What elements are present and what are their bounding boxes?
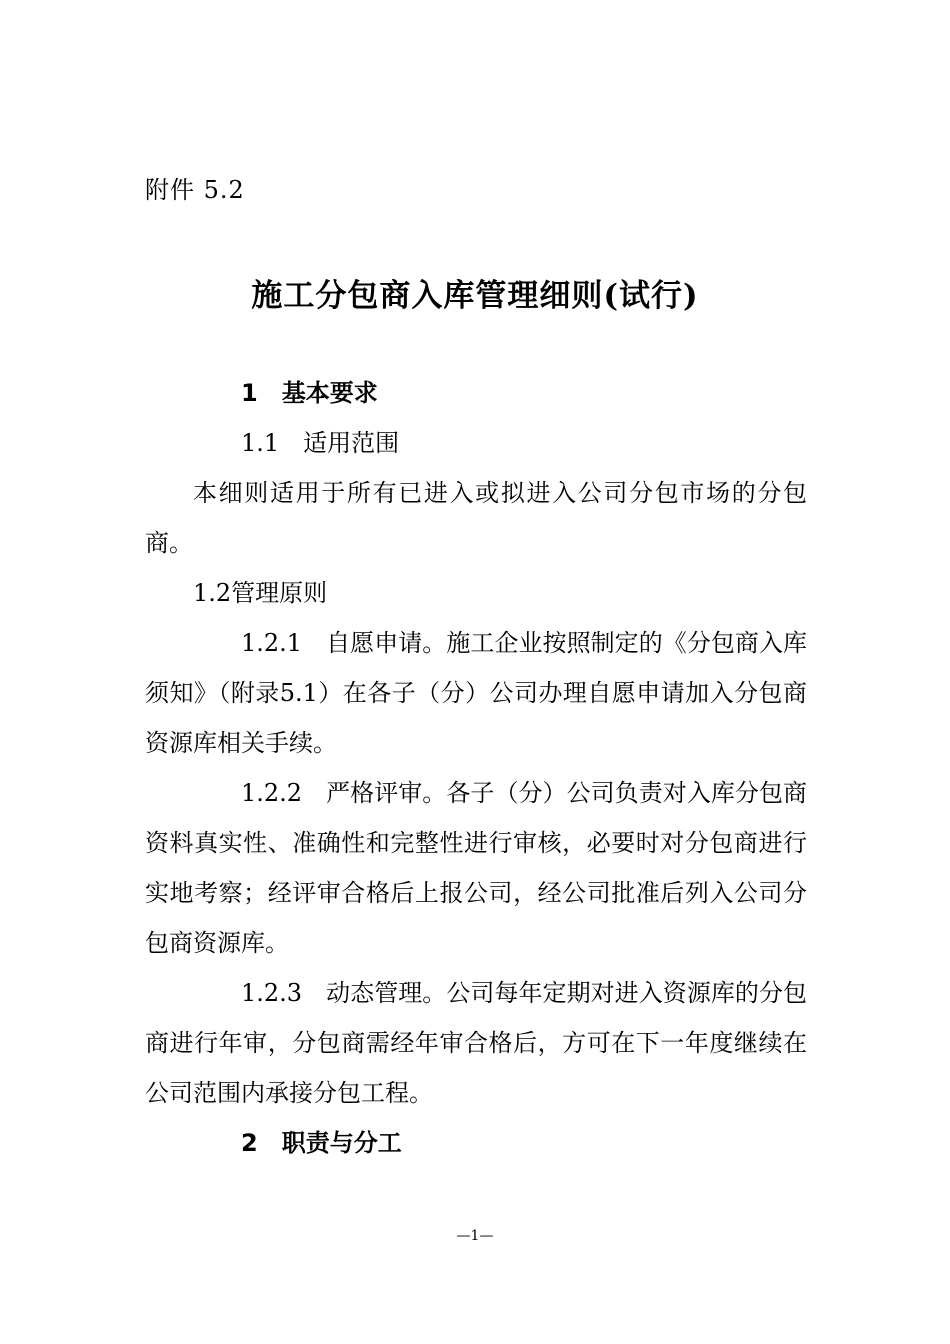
clause-text: 自愿申请。施工企业按照制定的《分包商入库须知》（附录5.1）在各子（分）公司办理自愿申请加入分包商资源库相关手续。 [145,629,807,757]
section-title: 适用范围 [303,429,400,457]
section-1-1-paragraph: 本细则适用于所有已进入或拟进入公司分包市场的分包商。 [145,479,807,557]
section-1-2-2-paragraph [145,768,807,968]
section-1-2-heading: 1.2管理原则 [193,579,328,607]
clause-number: 1.2.1 [241,629,303,657]
section-1-heading [145,368,807,418]
section-number: 1.1 [241,429,280,457]
document-title: 施工分包商入库管理细则(试行) [251,278,699,314]
section-1-2-1-paragraph [145,618,807,768]
section-number: 2 [241,1129,258,1157]
attachment-label: 附件 5.2 [145,176,245,204]
section-1-1-heading [145,418,807,468]
section-number: 1 [241,379,258,407]
clause-number: 1.2.3 [241,979,303,1007]
document-body [145,368,807,1168]
clause-text: 严格评审。各子（分）公司负责对入库分包商资料真实性、准确性和完整性进行审核，必要时对分包商进行实地考察；经评审合格后上报公司，经公司批准后列入公司分包商资源库。 [145,779,807,957]
clause-text: 动态管理。公司每年定期对进入资源库的分包商进行年审，分包商需经年审合格后，方可在下一年度继续在公司范围内承接分包工程。 [145,979,807,1107]
page-number: —1— [456,1228,494,1244]
section-title: 职责与分工 [281,1129,402,1157]
section-title: 基本要求 [281,379,378,407]
section-2-heading [145,1118,807,1168]
clause-number: 1.2.2 [241,779,303,807]
section-1-2-3-paragraph [145,968,807,1118]
